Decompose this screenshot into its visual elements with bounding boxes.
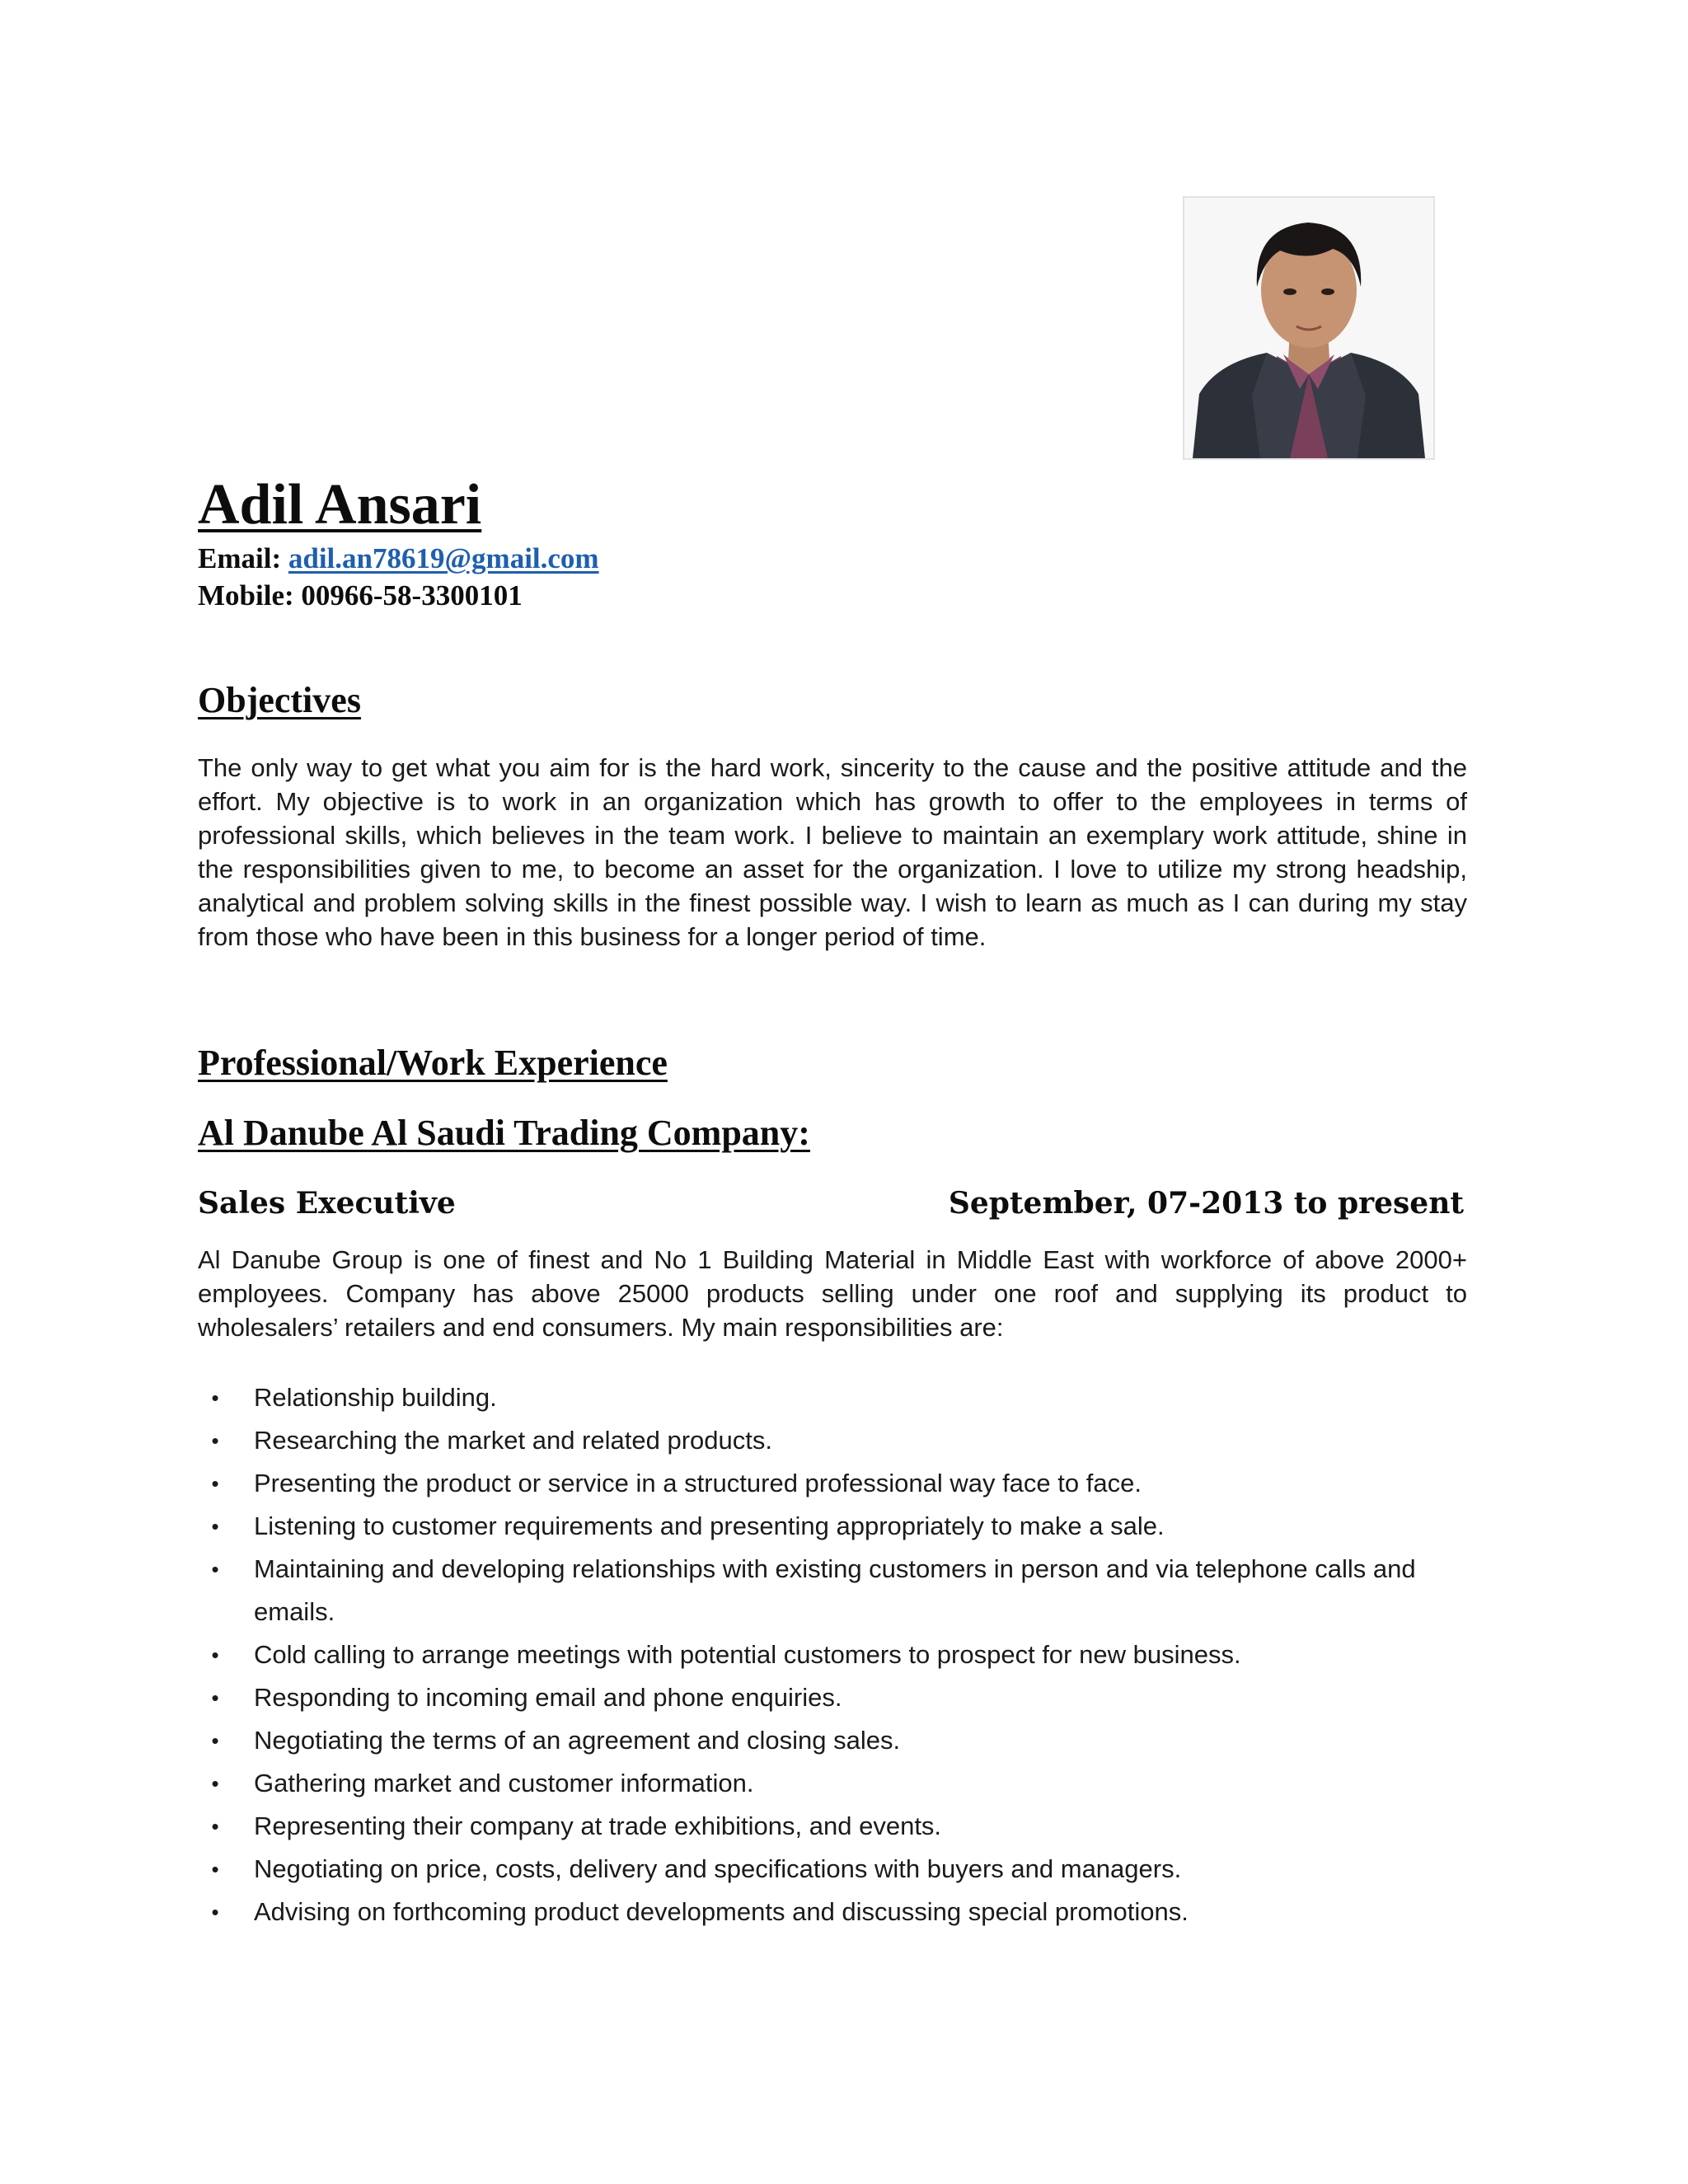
list-item-text: Negotiating on price, costs, delivery and specifications with buyers and managers. bbox=[254, 1854, 1182, 1883]
list-item bbox=[198, 1376, 1467, 1419]
list-item-text: Maintaining and developing relationships with existing customers in person and via telephone calls and emails. bbox=[254, 1554, 1416, 1626]
list-item-text: Cold calling to arrange meetings with potential customers to prospect for new business. bbox=[254, 1640, 1241, 1669]
profile-photo bbox=[1183, 196, 1435, 460]
employment-dates: September, 07-2013 to present bbox=[948, 1186, 1464, 1221]
candidate-name: Adil Ansari bbox=[198, 473, 482, 537]
list-item bbox=[198, 1805, 1467, 1848]
list-item-text: Advising on forthcoming product developments and discussing special promotions. bbox=[254, 1897, 1189, 1926]
list-item bbox=[198, 1419, 1467, 1462]
list-item bbox=[198, 1548, 1467, 1633]
company-description: Al Danube Group is one of finest and No 1 Building Material in Middle East with workforce of above 2000+ employees. Company has above 25000 products selling under one roof and supplying its product to wholesalers’ retailers and end consumers. My main responsibilities are: bbox=[198, 1245, 1467, 1342]
list-item-text: Relationship building. bbox=[254, 1383, 497, 1412]
list-item bbox=[198, 1462, 1467, 1505]
bullet-icon: • bbox=[211, 1643, 219, 1667]
list-item-text: Presenting the product or service in a structured professional way face to face. bbox=[254, 1469, 1142, 1497]
list-item bbox=[198, 1633, 1467, 1676]
bullet-icon: • bbox=[211, 1771, 219, 1796]
mobile-line bbox=[198, 578, 523, 614]
role-title: Sales Executive bbox=[198, 1186, 456, 1221]
list-item bbox=[198, 1505, 1467, 1548]
bullet-icon: • bbox=[211, 1385, 219, 1410]
bullet-icon: • bbox=[211, 1900, 219, 1924]
experience-heading: Professional/Work Experience bbox=[198, 1043, 668, 1083]
email-label: Email: bbox=[198, 542, 282, 574]
bullet-icon: • bbox=[211, 1428, 219, 1453]
list-item bbox=[198, 1676, 1467, 1719]
mobile-number: 00966-58-3300101 bbox=[301, 579, 523, 612]
bullet-icon: • bbox=[211, 1557, 219, 1582]
objectives-text: The only way to get what you aim for is the hard work, sincerity to the cause and the positive attitude and the effort. My objective is to work in an organization which has growth to offer to the employees in terms of professional skills, which believes in the team work. I believe to maintain an exemplary work attitude, shine in the responsibilities given to me, to become an asset for the organization. I love to utilize my strong headship, analytical and problem solving skills in the finest possible way. I wish to learn as much as I can during my stay from those who have been in this business for a longer period of time. bbox=[198, 753, 1467, 951]
mobile-label: Mobile: bbox=[198, 579, 294, 612]
list-item-text: Responding to incoming email and phone enquiries. bbox=[254, 1683, 842, 1712]
bullet-icon: • bbox=[211, 1857, 219, 1882]
email-link[interactable]: adil.an78619@gmail.com bbox=[288, 542, 599, 574]
list-item-text: Listening to customer requirements and presenting appropriately to make a sale. bbox=[254, 1511, 1165, 1540]
responsibilities-list bbox=[198, 1376, 1467, 1933]
objectives-heading: Objectives bbox=[198, 680, 361, 720]
list-item bbox=[198, 1762, 1467, 1805]
list-item-text: Gathering market and customer information. bbox=[254, 1769, 754, 1797]
list-item bbox=[198, 1848, 1467, 1891]
email-line bbox=[198, 541, 599, 577]
company-name: Al Danube Al Saudi Trading Company: bbox=[198, 1113, 810, 1153]
portrait-image bbox=[1184, 198, 1433, 458]
bullet-icon: • bbox=[211, 1514, 219, 1539]
bullet-icon: • bbox=[211, 1728, 219, 1753]
list-item-text: Representing their company at trade exhibitions, and events. bbox=[254, 1811, 942, 1840]
list-item bbox=[198, 1891, 1467, 1933]
list-item bbox=[198, 1719, 1467, 1762]
role-row bbox=[198, 1180, 1464, 1226]
list-item-text: Researching the market and related products. bbox=[254, 1426, 772, 1455]
bullet-icon: • bbox=[211, 1685, 219, 1710]
list-item-text: Negotiating the terms of an agreement and closing sales. bbox=[254, 1726, 901, 1755]
bullet-icon: • bbox=[211, 1471, 219, 1496]
bullet-icon: • bbox=[211, 1814, 219, 1839]
